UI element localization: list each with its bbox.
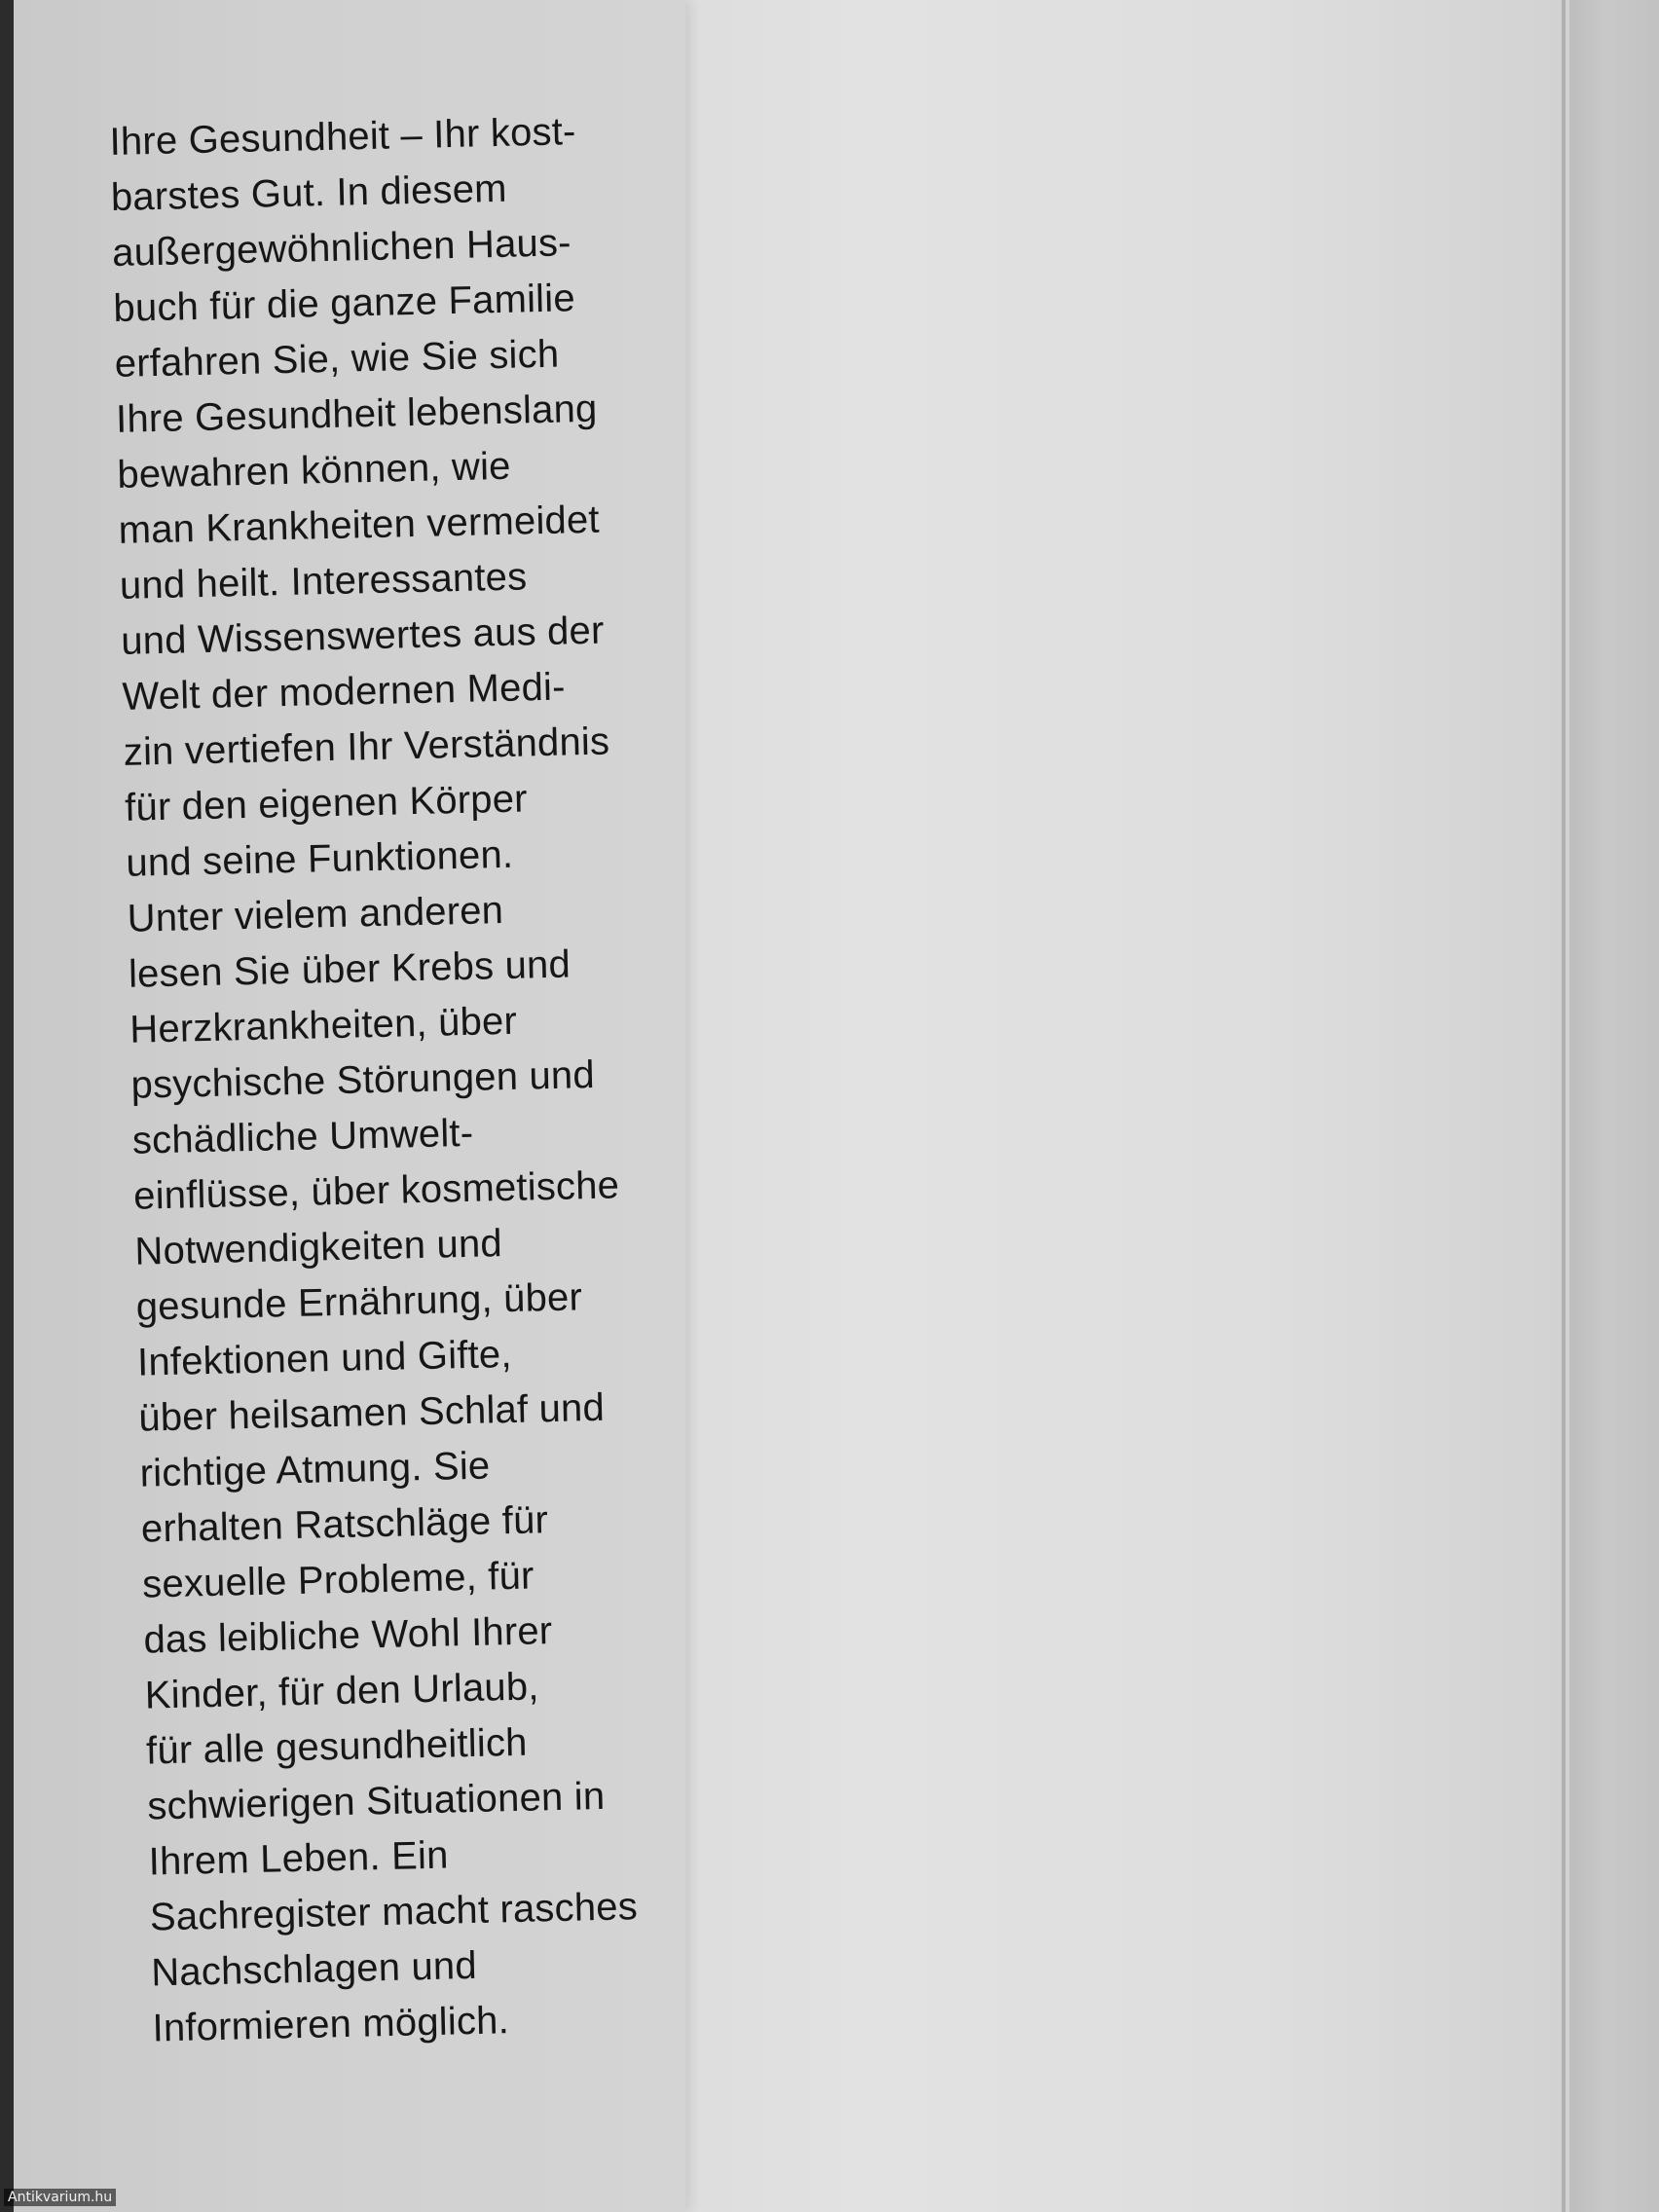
blurb-line: einflüsse, über kosmetische	[132, 1163, 620, 1218]
blurb-line: und Wissenswertes aus der	[120, 608, 605, 663]
page-fold-line	[1562, 0, 1566, 2212]
blurb-line: schädliche Umwelt-	[131, 1111, 474, 1162]
blurb-line: Welt der modernen Medi-	[122, 665, 567, 719]
jacket-right-edge	[1569, 0, 1659, 2212]
blurb-line: erfahren Sie, wie Sie sich	[114, 332, 560, 386]
blurb-line: richtige Atmung. Sie	[139, 1444, 491, 1495]
blurb-line: buch für die ganze Familie	[113, 276, 576, 330]
blurb-line: Unter vielem anderen	[127, 889, 504, 940]
blurb-line: Nachschlagen und	[150, 1943, 478, 1995]
blurb-line: bewahren können, wie	[116, 444, 512, 497]
blurb-line: man Krankheiten vermeidet	[118, 498, 601, 552]
blurb-line: das leibliche Wohl Ihrer	[143, 1609, 553, 1662]
blurb-line: Sachregister macht rasches	[149, 1885, 639, 1939]
blurb-line: und seine Funktionen.	[125, 832, 514, 885]
blurb-line: über heilsamen Schlaf und	[137, 1385, 606, 1440]
blurb-line: Kinder, für den Urlaub,	[144, 1665, 540, 1717]
blurb-line: zin vertiefen Ihr Verständnis	[123, 719, 610, 774]
blurb-line: lesen Sie über Krebs und	[128, 942, 571, 996]
blurb-line: Notwendigkeiten und	[133, 1222, 503, 1273]
blurb-line: Infektionen und Gifte,	[136, 1332, 513, 1384]
blurb-line: Ihrem Leben. Ein	[148, 1833, 449, 1884]
blurb-line: außergewöhnlichen Haus-	[111, 221, 572, 275]
blurb-line: gesunde Ernährung, über	[135, 1275, 583, 1329]
blurb-line: für den eigenen Körper	[124, 777, 529, 830]
blurb-line: Herzkrankheiten, über	[129, 999, 518, 1051]
flap-blurb-text	[109, 101, 737, 2056]
blurb-line: erhalten Ratschläge für	[140, 1498, 549, 1551]
blurb-line: barstes Gut. In diesem	[110, 166, 508, 219]
blurb-line: Ihre Gesundheit – Ihr kost-	[109, 110, 576, 164]
blurb-line: und heilt. Interessantes	[119, 555, 528, 608]
blurb-line: für alle gesundheitlich	[145, 1720, 529, 1773]
flap-shadow-edge	[0, 0, 14, 2212]
blurb-line: Informieren möglich.	[152, 1999, 510, 2050]
blurb-line: schwierigen Situationen in	[146, 1774, 606, 1828]
blurb-line: Ihre Gesundheit lebenslang	[115, 387, 598, 441]
watermark-label: Antikvarium.hu	[4, 2189, 116, 2206]
blurb-line: psychische Störungen und	[130, 1052, 596, 1107]
blurb-line: sexuelle Probleme, für	[141, 1554, 535, 1606]
